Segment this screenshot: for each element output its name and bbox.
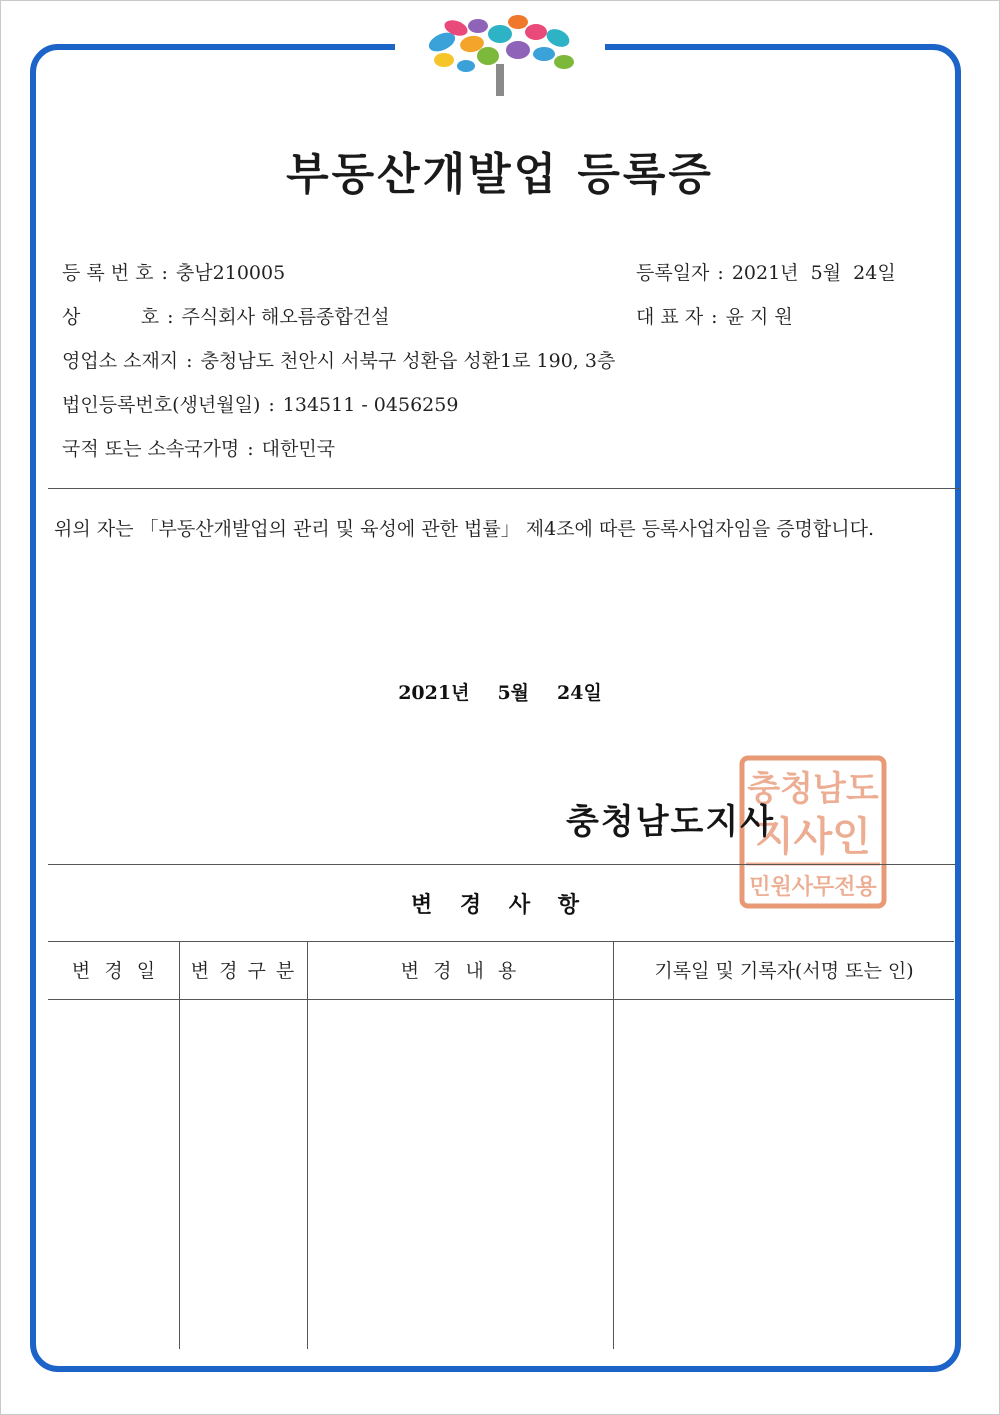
registration-number-label: 등 록 번 호 bbox=[62, 262, 154, 284]
col-header-recorder: 기록일 및 기록자(서명 또는 인) bbox=[654, 960, 914, 982]
address-label: 영업소 소재지 bbox=[62, 350, 179, 372]
trade-name-row: 상 호 : 주식회사 해오름종합건설 bbox=[62, 302, 389, 329]
address-row: 영업소 소재지 : 충청남도 천안시 서북구 성환읍 성환1로 190, 3층 bbox=[62, 346, 615, 373]
emblem-logo bbox=[422, 14, 582, 98]
table-col-divider-1 bbox=[179, 941, 180, 1349]
col-header-change-content: 변 경 내 용 bbox=[400, 960, 521, 982]
issue-day: 24일 bbox=[557, 682, 602, 704]
issuer-name: 충청남도지사 bbox=[566, 802, 776, 842]
address-value: 충청남도 천안시 서북구 성환읍 성환1로 190, 3층 bbox=[200, 350, 616, 372]
registration-date-row: 등록일자 : 2021년 5월 24일 bbox=[636, 258, 896, 285]
seal-text-2: 지사인 bbox=[755, 814, 871, 860]
document-title: 부동산개발업 등록증 bbox=[286, 149, 714, 200]
col-header-change-date: 변 경 일 bbox=[71, 960, 160, 982]
representative-row: 대 표 자 : 윤 지 원 bbox=[636, 302, 793, 329]
corp-number-label: 법인등록번호(생년월일) bbox=[62, 394, 261, 416]
col-header-change-type: 변 경 구 분 bbox=[190, 960, 297, 982]
nationality-value: 대한민국 bbox=[261, 438, 336, 460]
registration-date-label: 등록일자 bbox=[636, 262, 710, 284]
nationality-row: 국적 또는 소속국가명 : 대한민국 bbox=[62, 434, 335, 461]
divider-top bbox=[48, 488, 960, 489]
trade-name-label: 상 호 bbox=[62, 306, 160, 328]
seal-text-3: 민원사무전용 bbox=[749, 875, 877, 900]
registration-date-value: 2021년 5월 24일 bbox=[731, 262, 896, 284]
table-top-rule bbox=[48, 941, 954, 942]
nationality-label: 국적 또는 소속국가명 bbox=[62, 438, 240, 460]
logo-trunk bbox=[496, 64, 504, 96]
representative-label: 대 표 자 bbox=[636, 306, 704, 328]
certificate-border bbox=[30, 44, 961, 1372]
corp-number-row: 법인등록번호(생년월일) : 134511 - 0456259 bbox=[62, 390, 458, 417]
issue-date bbox=[0, 678, 1000, 705]
trade-name-value: 주식회사 해오름종합건설 bbox=[181, 306, 390, 328]
issue-year: 2021년 bbox=[398, 682, 470, 704]
divider-changes bbox=[48, 864, 956, 865]
representative-value: 윤 지 원 bbox=[725, 306, 793, 328]
corp-number-value: 134511 - 0456259 bbox=[282, 394, 459, 416]
issue-month: 5월 bbox=[497, 682, 530, 704]
registration-number-row: 등 록 번 호 : 충남210005 bbox=[62, 258, 285, 285]
table-header-rule bbox=[48, 999, 954, 1000]
table-col-divider-2 bbox=[307, 941, 308, 1349]
table-col-divider-3 bbox=[613, 941, 614, 1349]
seal-text-1: 충청남도 bbox=[747, 769, 879, 809]
changes-title: 변 경 사 항 bbox=[411, 892, 589, 918]
registration-number-value: 충남210005 bbox=[175, 262, 286, 284]
certification-statement: 위의 자는 「부동산개발업의 관리 및 육성에 관한 법률」 제4조에 따른 등록사업자임을 증명합니다. bbox=[54, 518, 875, 540]
